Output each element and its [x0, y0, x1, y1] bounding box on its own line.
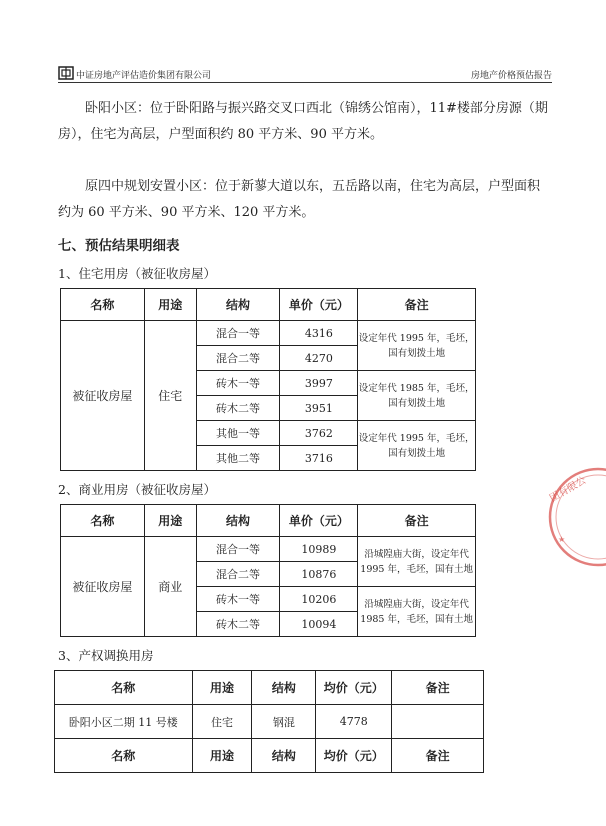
svg-text:★: ★	[558, 535, 566, 544]
name-cell: 被征收房屋	[61, 321, 145, 471]
price-cell: 3762	[280, 421, 358, 446]
price-cell: 3951	[280, 396, 358, 421]
name-cell: 卧阳小区二期 11 号楼	[55, 705, 193, 739]
table2-title: 2、商业用房（被征收房屋）	[58, 482, 216, 497]
col-header: 均价（元）	[316, 671, 392, 705]
price-cell: 10876	[280, 562, 358, 587]
note-cell	[392, 705, 484, 739]
col-header: 名称	[55, 739, 193, 773]
note-cell: 沿城隍庙大街，设定年代 1995 年，毛坯，国有土地	[358, 537, 476, 587]
structure-cell: 砖木二等	[196, 612, 280, 637]
page-header	[58, 66, 552, 83]
table1-title: 1、住宅用房（被征收房屋）	[58, 266, 216, 281]
note-cell: 设定年代 1995 年，毛坯， 国有划拨土地	[358, 321, 476, 371]
col-header: 用途	[144, 289, 196, 321]
col-header: 结构	[252, 671, 316, 705]
col-header: 单价（元）	[280, 289, 358, 321]
paragraph-woyang	[58, 96, 552, 148]
use-cell: 商业	[144, 537, 196, 637]
col-header: 备注	[392, 739, 484, 773]
price-cell: 4316	[280, 321, 358, 346]
structure-cell: 混合二等	[196, 346, 280, 371]
col-header: 名称	[61, 505, 145, 537]
price-cell: 10989	[280, 537, 358, 562]
report-title: 房地产价格预估报告	[470, 71, 552, 81]
company-seal-stamp	[536, 462, 606, 572]
structure-cell: 其他二等	[196, 446, 280, 471]
col-header: 用途	[192, 671, 252, 705]
section-heading: 七、预估结果明细表	[58, 238, 180, 254]
col-header: 结构	[252, 739, 316, 773]
paragraph-text: 卧阳小区：位于卧阳路与振兴路交叉口西北（锦绣公馆南），11#楼部分房源（期房），住宅为高层，户型面积约 80 平方米、90 平方米。	[58, 101, 548, 142]
price-cell: 10094	[280, 612, 358, 637]
price-cell: 4778	[316, 705, 392, 739]
note-cell: 设定年代 1985 年，毛坯， 国有划拨土地	[358, 371, 476, 421]
price-cell: 3997	[280, 371, 358, 396]
col-header: 用途	[144, 505, 196, 537]
use-cell: 住宅	[192, 705, 252, 739]
col-header: 备注	[358, 289, 476, 321]
company-name: 中证房地产评估造价集团有限公司	[76, 71, 212, 81]
structure-cell: 其他一等	[196, 421, 280, 446]
col-header: 结构	[196, 505, 280, 537]
note-cell: 沿城隍庙大街，设定年代 1985 年，毛坯，国有土地	[358, 587, 476, 637]
col-header: 均价（元）	[316, 739, 392, 773]
commercial-price-table	[60, 504, 476, 637]
structure-cell: 钢混	[252, 705, 316, 739]
structure-cell: 砖木二等	[196, 396, 280, 421]
company-logo-icon	[58, 66, 74, 80]
svg-text:团有限公: 团有限公	[548, 475, 589, 505]
price-cell: 4270	[280, 346, 358, 371]
residential-price-table	[60, 288, 476, 471]
col-header: 单价（元）	[280, 505, 358, 537]
col-header: 备注	[392, 671, 484, 705]
structure-cell: 混合一等	[196, 537, 280, 562]
structure-cell: 混合一等	[196, 321, 280, 346]
structure-cell: 砖木一等	[196, 371, 280, 396]
exchange-housing-table	[54, 670, 484, 773]
price-cell: 10206	[280, 587, 358, 612]
col-header: 备注	[358, 505, 476, 537]
note-cell: 设定年代 1995 年，毛坯， 国有划拨土地	[358, 421, 476, 471]
paragraph-text: 原四中规划安置小区：位于新蓼大道以东，五岳路以南，住宅为高层，户型面积约为 60 平方米、90 平方米、120 平方米。	[58, 179, 541, 220]
col-header: 结构	[196, 289, 280, 321]
col-header: 名称	[55, 671, 193, 705]
paragraph-sizhong	[58, 174, 552, 226]
structure-cell: 混合二等	[196, 562, 280, 587]
col-header: 用途	[192, 739, 252, 773]
use-cell: 住宅	[144, 321, 196, 471]
name-cell: 被征收房屋	[61, 537, 145, 637]
price-cell: 3716	[280, 446, 358, 471]
col-header: 名称	[61, 289, 145, 321]
structure-cell: 砖木一等	[196, 587, 280, 612]
table3-title: 3、产权调换用房	[58, 648, 154, 663]
